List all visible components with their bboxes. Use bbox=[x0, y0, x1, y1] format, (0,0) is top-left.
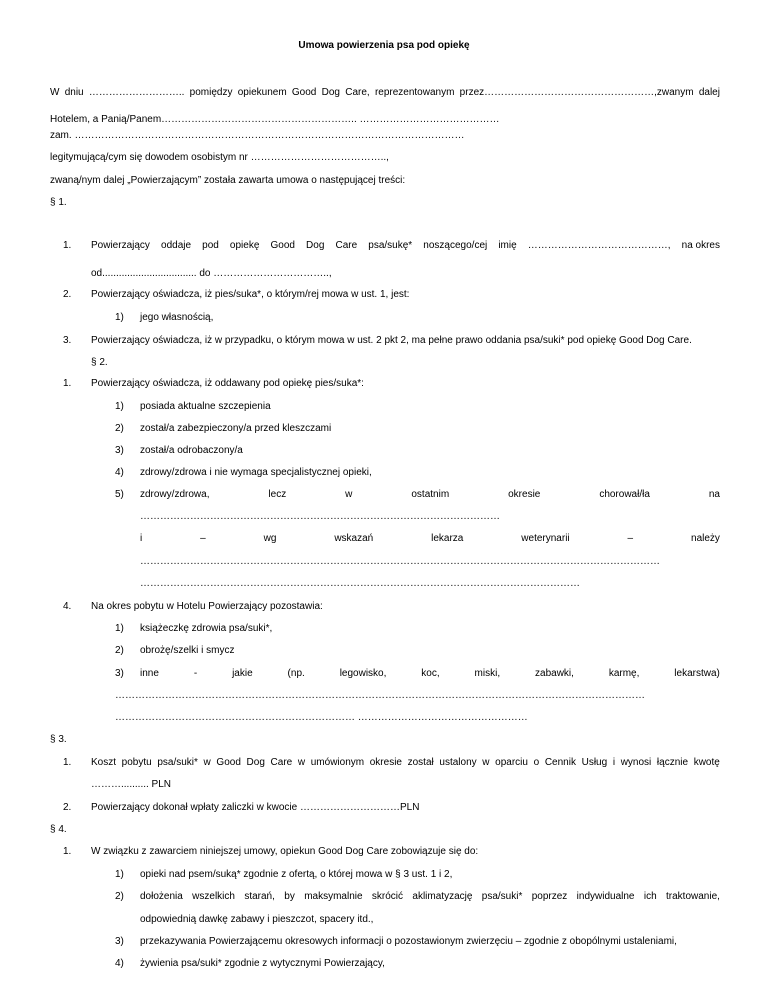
s2-p4-item-text: obrożę/szelki i smycz bbox=[140, 645, 235, 656]
word: zdrowy/zdrowa, bbox=[140, 489, 210, 500]
word: łącznie bbox=[656, 757, 689, 768]
word: Dog bbox=[306, 240, 325, 251]
word: Cennik bbox=[544, 757, 576, 768]
word: koc, bbox=[421, 668, 440, 679]
s2-item-text: posiada aktualne szczepienia bbox=[140, 401, 271, 412]
word: indywidualne bbox=[576, 891, 635, 902]
s4-item3-number: 3) bbox=[115, 936, 124, 947]
s1-p2-sub-number: 1) bbox=[115, 312, 124, 323]
s3-p1-number: 1. bbox=[63, 757, 72, 768]
s2-item5-line-2: ……………………………………………………………………………………………… bbox=[140, 511, 500, 522]
s1-p3-text: Powierzający oświadcza, iż w przypadku, o którym mowa w ust. 2 pkt 2, ma pełne prawo oddania psa/suki* pod opiekę Good Dog Care. bbox=[91, 335, 692, 346]
word: opiekunem bbox=[237, 87, 287, 98]
word: aklimatyzację bbox=[412, 891, 473, 902]
word: na okres bbox=[681, 240, 720, 251]
word: ……………………….. bbox=[88, 87, 185, 98]
s1-p3-number: 3. bbox=[63, 335, 72, 346]
word: Dog bbox=[246, 757, 265, 768]
word: ostatnim bbox=[411, 489, 450, 500]
s2-item-number: 1) bbox=[115, 401, 124, 412]
word: maksymalnie bbox=[304, 891, 363, 902]
word: na bbox=[708, 489, 720, 500]
s1-p2-number: 2. bbox=[63, 289, 72, 300]
word: by bbox=[284, 891, 295, 902]
word: wszelkich bbox=[192, 891, 235, 902]
word: psa/suki* bbox=[157, 757, 198, 768]
word: dołożenia bbox=[140, 891, 183, 902]
word: Powierzający bbox=[91, 240, 150, 251]
section-3-heading: § 3. bbox=[50, 734, 67, 745]
s2-p1-number: 1. bbox=[63, 378, 72, 389]
s4-item1-text: opieki nad psem/suką* zgodnie z ofertą, o której mowa w § 3 ust. 1 i 2, bbox=[140, 869, 453, 880]
word: opiekę bbox=[229, 240, 260, 251]
word: i bbox=[140, 533, 143, 544]
word: i bbox=[612, 757, 616, 768]
word: weterynarii bbox=[521, 533, 570, 544]
word: umówionym bbox=[310, 757, 365, 768]
s3-p1-line-1 bbox=[91, 757, 720, 769]
word: w bbox=[345, 489, 353, 500]
word: Good bbox=[216, 757, 241, 768]
s2-p4-item-number: 1) bbox=[115, 623, 124, 634]
word: – bbox=[200, 533, 206, 544]
s2-item5-line-3 bbox=[140, 533, 720, 545]
s1-p1-line-2: od.................................. do …………………………….., bbox=[91, 268, 332, 279]
word: skrócić bbox=[371, 891, 404, 902]
word: pod bbox=[202, 240, 219, 251]
s2-item5-line-4: ………………………………………………………………………………………………………………………………………… bbox=[140, 556, 660, 567]
s2-item5-line-1 bbox=[140, 489, 720, 501]
word: reprezentowanym bbox=[374, 87, 455, 98]
s2-p4-item-text: książeczkę zdrowia psa/suki*, bbox=[140, 623, 273, 634]
s2-p4-item-number: 2) bbox=[115, 645, 124, 656]
word: Good bbox=[291, 87, 317, 98]
word: Dog bbox=[321, 87, 340, 98]
word: należy bbox=[691, 533, 720, 544]
s2-item-number: 3) bbox=[115, 445, 124, 456]
word: - bbox=[193, 668, 198, 679]
word: inne bbox=[140, 668, 159, 679]
section-1-heading: § 1. bbox=[50, 197, 67, 208]
s2-item-number: 2) bbox=[115, 423, 124, 434]
word: psa/suki* bbox=[481, 891, 523, 902]
s4-item3-text: przekazywania Powierzającemu okresowych informacji o pozostawionym zwierzęciu – zgodnie z obopólnymi ustaleniami, bbox=[140, 936, 677, 947]
word: okresie bbox=[508, 489, 541, 500]
word: ustalony bbox=[439, 757, 477, 768]
word: jakie bbox=[232, 668, 253, 679]
s1-p1-line-1 bbox=[91, 240, 720, 252]
s2-p4-item3-number: 3) bbox=[115, 668, 124, 679]
s3-p1-line-2: ……….......... PLN bbox=[91, 779, 172, 790]
word: starań, bbox=[244, 891, 275, 902]
intro-line-3: zam. ……………………………………………………………………………………………………… bbox=[50, 130, 465, 141]
s4-item1-number: 1) bbox=[115, 869, 124, 880]
word: imię bbox=[498, 240, 517, 251]
s2-p4-line-2: …………………………………………………………………………………………………………………………………………… bbox=[115, 690, 645, 701]
s1-p2-sub-text: jego własnością, bbox=[140, 312, 214, 323]
word: zabawki, bbox=[535, 668, 574, 679]
section-4-heading: § 4. bbox=[50, 824, 67, 835]
word: chorował/ła bbox=[599, 489, 650, 500]
word: karmę, bbox=[608, 668, 640, 679]
word: psa/sukę* bbox=[368, 240, 413, 251]
word: wskazań bbox=[334, 533, 374, 544]
section-2-heading: § 2. bbox=[91, 357, 108, 368]
s2-item5-number: 5) bbox=[115, 489, 124, 500]
word: poprzez bbox=[531, 891, 568, 902]
word: noszącego/cej bbox=[423, 240, 488, 251]
word: – bbox=[627, 533, 634, 544]
s2-p4-number: 4. bbox=[63, 601, 72, 612]
s4-item2-line-2: odpowiednią dawkę zabawy i pieszczot, spacery itd., bbox=[140, 914, 374, 925]
word: oparciu bbox=[495, 757, 528, 768]
intro-line-1 bbox=[50, 87, 720, 99]
word: Care, bbox=[345, 87, 370, 98]
word: został bbox=[407, 757, 434, 768]
word: wg bbox=[263, 533, 277, 544]
s3-p2-number: 2. bbox=[63, 802, 72, 813]
s4-item2-line-1 bbox=[140, 891, 720, 903]
word: Koszt bbox=[91, 757, 117, 768]
word: miski, bbox=[474, 668, 501, 679]
document-title: Umowa powierzenia psa pod opiekę bbox=[298, 40, 470, 51]
word: w bbox=[297, 757, 306, 768]
s2-p4-text: Na okres pobytu w Hotelu Powierzający pozostawia: bbox=[91, 601, 323, 612]
word: dalej bbox=[698, 87, 720, 98]
word: lecz bbox=[268, 489, 287, 500]
word: ……………………………………, bbox=[527, 240, 671, 251]
s2-item-number: 4) bbox=[115, 467, 124, 478]
intro-line-4: legitymującą/cym się dowodem osobistym nr ………………………………….., bbox=[50, 152, 389, 163]
word: lekarza bbox=[431, 533, 464, 544]
word: legowisko, bbox=[339, 668, 387, 679]
word: kwotę bbox=[693, 757, 720, 768]
word: dniu bbox=[64, 87, 84, 98]
word: w bbox=[203, 757, 211, 768]
s2-item-text: został/a zabezpieczony/a przed kleszczami bbox=[140, 423, 332, 434]
word: pomiędzy bbox=[189, 87, 233, 98]
s4-item4-text: żywienia psa/suki* zgodnie z wytycznymi Powierzający, bbox=[140, 958, 385, 969]
s4-item4-number: 4) bbox=[115, 958, 124, 969]
s2-p4-item3-line-1 bbox=[140, 668, 720, 680]
word: traktowanie, bbox=[666, 891, 720, 902]
word: wynosi bbox=[620, 757, 652, 768]
word: okresie bbox=[369, 757, 402, 768]
word: oddaje bbox=[161, 240, 192, 251]
word: Usług bbox=[581, 757, 608, 768]
s2-p4-line-3: ……………………………………………………………… …………………………………………… bbox=[115, 712, 528, 723]
word: Good bbox=[270, 240, 295, 251]
word: pobytu bbox=[121, 757, 152, 768]
s2-p1-text: Powierzający oświadcza, iż oddawany pod opiekę pies/suka*: bbox=[91, 378, 364, 389]
word: (np. bbox=[287, 668, 305, 679]
s2-item-text: zdrowy/zdrowa i nie wymaga specjalistycznej opieki, bbox=[140, 467, 372, 478]
word: Care bbox=[335, 240, 358, 251]
word: Care bbox=[270, 757, 293, 768]
word: przez……………………………………………,zwanym bbox=[459, 87, 694, 98]
word: lekarstwa) bbox=[674, 668, 720, 679]
s2-item-text: został/a odrobaczony/a bbox=[140, 445, 243, 456]
word: W bbox=[50, 87, 60, 98]
s4-p1-number: 1. bbox=[63, 846, 72, 857]
s1-p1-number: 1. bbox=[63, 240, 72, 251]
s2-item5-line-5: …………………………………………………………………………………………………………………… bbox=[140, 578, 580, 589]
s4-p1-text: W związku z zawarciem niniejszej umowy, opiekun Good Dog Care zobowiązuje się do: bbox=[91, 846, 479, 857]
s1-p2-text: Powierzający oświadcza, iż pies/suka*, o którym/rej mowa w ust. 1, jest: bbox=[91, 289, 410, 300]
word: o bbox=[533, 757, 540, 768]
word: ich bbox=[643, 891, 657, 902]
s4-item2-number: 2) bbox=[115, 891, 124, 902]
s3-p2-text: Powierzający dokonał wpłaty zaliczki w kwocie …………………………PLN bbox=[91, 802, 420, 813]
intro-line-5: zwaną/nym dalej „Powierzającym” została zawarta umowa o następującej treści: bbox=[50, 175, 406, 186]
intro-line-2: Hotelem, a Panią/Panem………………………………………………….. …………………………………… bbox=[50, 114, 500, 125]
word: w bbox=[482, 757, 490, 768]
